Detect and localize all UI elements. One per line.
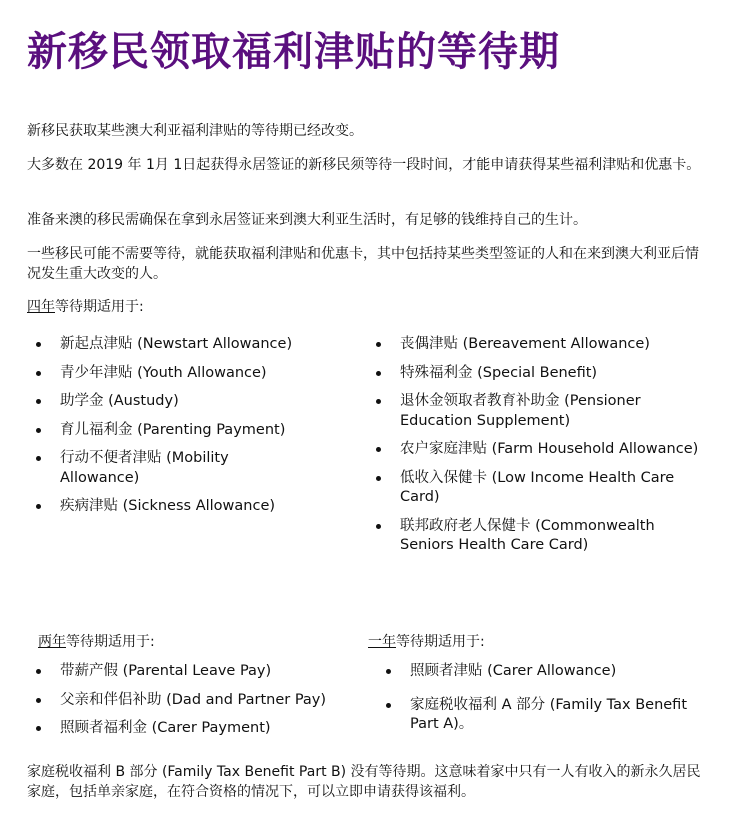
bullet-icon (36, 342, 41, 347)
one-year-list (377, 662, 707, 735)
bullet-icon (36, 428, 41, 433)
bullet-icon (376, 447, 381, 452)
financial-paragraph: 准备来澳的移民需确保在拿到永居签证来到澳大利亚生活时，有足够的钱维持自己的生计。 (27, 212, 587, 228)
list-item-text: 联邦政府老人保健卡 (Commonwealth Seniors Health Care Card) (400, 517, 655, 553)
list-item (27, 497, 347, 517)
four-year-list-right (367, 335, 707, 556)
list-item-text: 父亲和伴侣补助 (Dad and Partner Pay) (60, 691, 327, 708)
bullet-icon (376, 399, 381, 404)
bullet-icon (36, 698, 41, 703)
four-year-heading (27, 297, 144, 317)
list-item (367, 469, 707, 508)
bullet-icon (36, 399, 41, 404)
list-item (377, 662, 707, 682)
bullet-icon (36, 371, 41, 376)
bullet-icon (376, 371, 381, 376)
bullet-icon (376, 342, 381, 347)
list-item-text: 农户家庭津贴 (Farm Household Allowance) (400, 441, 699, 457)
list-item-text: 带薪产假 (Parental Leave Pay) (60, 663, 272, 679)
bullet-icon (386, 669, 391, 674)
list-item (27, 335, 347, 355)
list-item-text: 育儿福利金 (Parenting Payment) (60, 421, 286, 438)
footer-paragraph: 家庭税收福利 B 部分 (Family Tax Benefit Part B) 没有等待期。这意味着家中只有一人有收入的新永久居民家庭，包括单亲家庭，在符合资格的情况下，可以立即申请获得该福利。 (27, 764, 701, 800)
exemption-paragraph: 一些移民可能不需要等待，就能获取福利津贴和优惠卡，其中包括持某些类型签证的人和在来到澳大利亚后情况发生重大改变的人。 (27, 246, 699, 282)
two-year-list (27, 662, 357, 739)
two-year-heading-term: 两年 (38, 634, 66, 650)
list-item (27, 392, 347, 412)
list-item (377, 696, 707, 735)
list-item-text: 特殊福利金 (Special Benefit) (400, 364, 598, 381)
list-item (27, 364, 347, 384)
list-item-text: 青少年津贴 (Youth Allowance) (60, 364, 267, 381)
four-year-heading-term: 四年 (27, 299, 55, 315)
bullet-icon (376, 476, 381, 481)
one-year-heading-text: 等待期适用于: (396, 634, 485, 650)
list-item-text: 丧偶津贴 (Bereavement Allowance) (400, 336, 650, 352)
list-item (367, 440, 707, 460)
list-item (27, 662, 357, 682)
bullet-icon (36, 726, 41, 731)
list-item-text: 新起点津贴 (Newstart Allowance) (60, 336, 293, 352)
list-item (27, 449, 272, 488)
list-item-text: 低收入保健卡 (Low Income Health Care Card) (400, 469, 675, 505)
one-year-heading (368, 632, 485, 652)
list-item (367, 364, 707, 384)
one-year-heading-term: 一年 (368, 634, 396, 650)
list-item-text: 照顾者津贴 (Carer Allowance) (410, 663, 617, 679)
bullet-icon (36, 669, 41, 674)
page-title: 新移民领取福利津贴的等待期 (27, 28, 560, 75)
two-year-heading-text: 等待期适用于: (66, 634, 155, 650)
list-item (367, 517, 707, 556)
list-item (367, 392, 707, 431)
bullet-icon (36, 504, 41, 509)
list-item (27, 691, 357, 711)
list-item-text: 疾病津贴 (Sickness Allowance) (60, 498, 276, 514)
list-item (367, 335, 707, 355)
bullet-icon (376, 524, 381, 529)
bullet-icon (36, 456, 41, 461)
list-item (27, 719, 357, 739)
list-item-text: 退休金领取者教育补助金 (Pensioner Education Supplement) (400, 393, 641, 429)
list-item-text: 照顾者福利金 (Carer Payment) (60, 720, 271, 736)
eligibility-paragraph: 大多数在 2019 年 1月 1日起获得永居签证的新移民须等待一段时间，才能申请获得某些福利津贴和优惠卡。 (27, 157, 701, 173)
bullet-icon (386, 703, 391, 708)
list-item-text: 助学金 (Austudy) (60, 393, 179, 409)
list-item-text: 家庭税收福利 A 部分 (Family Tax Benefit Part A)。 (410, 696, 688, 732)
list-item-text: 行动不便者津贴 (Mobility Allowance) (60, 450, 229, 486)
two-year-heading (38, 632, 155, 652)
list-item (27, 421, 347, 441)
intro-paragraph: 新移民获取某些澳大利亚福利津贴的等待期已经改变。 (27, 123, 363, 139)
four-year-heading-text: 等待期适用于: (55, 299, 144, 315)
four-year-list-left (27, 335, 347, 517)
